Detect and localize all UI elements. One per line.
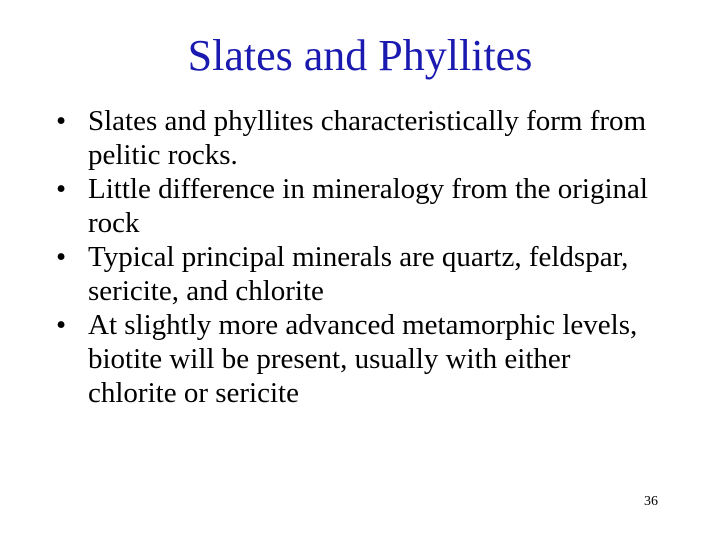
bullet-marker: •	[56, 173, 67, 205]
bullet-text: At slightly more advanced metamorphic levels, biotite will be present, usually with either chlorite or sericite	[88, 309, 638, 409]
bullet-text: Little difference in mineralogy from the original rock	[88, 173, 648, 239]
bullet-item	[56, 240, 666, 308]
bullet-item	[56, 308, 666, 410]
slide-title: Slates and Phyllites	[187, 31, 533, 80]
bullet-item	[56, 172, 666, 240]
bullet-marker: •	[56, 309, 67, 341]
page-number: 36	[644, 494, 658, 509]
bullet-item	[56, 104, 666, 172]
bullet-marker: •	[56, 241, 67, 273]
bullet-list	[56, 104, 666, 410]
bullet-marker: •	[56, 105, 67, 137]
bullet-text: Typical principal minerals are quartz, feldspar, sericite, and chlorite	[88, 241, 629, 307]
bullet-text: Slates and phyllites characteristically form from pelitic rocks.	[88, 105, 647, 171]
